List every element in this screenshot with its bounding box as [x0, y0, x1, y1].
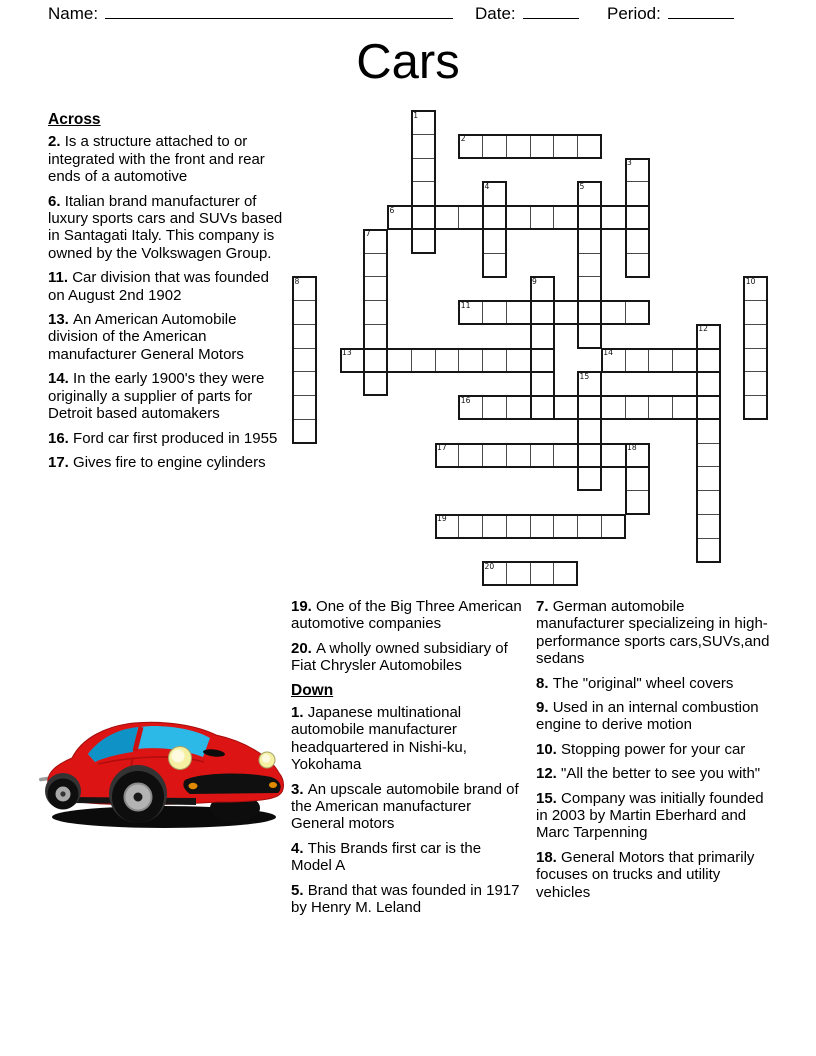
grid-cell[interactable]	[577, 181, 602, 206]
period-label: Period:	[607, 4, 661, 23]
grid-cell-number: 3	[627, 158, 632, 167]
clue-12: 12. "All the better to see you with"	[536, 765, 761, 783]
clue-number-20: 20.	[291, 639, 317, 657]
clue-column-across	[48, 111, 286, 478]
grid-cell[interactable]	[530, 371, 555, 396]
grid-cell[interactable]	[648, 348, 673, 373]
grid-cell[interactable]	[625, 158, 650, 183]
grid-cell[interactable]	[387, 348, 412, 373]
clue-number-13: 13.	[48, 311, 74, 329]
grid-cell[interactable]	[743, 276, 768, 301]
grid-cell[interactable]	[292, 324, 317, 349]
grid-cell-number: 7	[365, 229, 371, 239]
grid-cell-number: 12	[698, 324, 708, 334]
grid-cell[interactable]	[696, 419, 721, 444]
grid-cell[interactable]	[482, 300, 507, 325]
car-illustration	[38, 694, 290, 836]
grid-cell[interactable]	[482, 253, 507, 278]
grid-cell[interactable]	[530, 514, 555, 539]
name-input-line[interactable]	[105, 3, 453, 19]
grid-cell[interactable]	[506, 443, 531, 468]
period-field	[607, 3, 734, 24]
grid-cell[interactable]	[411, 158, 436, 183]
grid-cell[interactable]	[482, 514, 507, 539]
date-input-line[interactable]	[523, 3, 579, 19]
grid-cell[interactable]	[458, 300, 483, 325]
grid-cell[interactable]	[292, 276, 317, 301]
grid-cell[interactable]	[625, 181, 650, 206]
grid-cell-number: 1	[413, 110, 419, 120]
clue-10: 10. Stopping power for your car	[536, 740, 746, 758]
clue-2: 2. Is a structure attached to or integrated with the front and rear ends of a automotive	[48, 133, 265, 186]
grid-cell[interactable]	[482, 134, 507, 159]
grid-cell[interactable]	[625, 205, 650, 230]
grid-cell[interactable]	[458, 514, 483, 539]
clue-7: 7. German automobile manufacturer specializeing in high-performance sports cars,SUVs,and sedans	[536, 598, 770, 668]
grid-cell[interactable]	[553, 443, 578, 468]
grid-cell[interactable]	[411, 181, 436, 206]
grid-cell[interactable]	[530, 395, 555, 420]
grid-cell[interactable]	[482, 229, 507, 254]
grid-cell[interactable]	[292, 395, 317, 420]
grid-cell[interactable]	[435, 514, 460, 539]
grid-cell[interactable]	[530, 300, 555, 325]
grid-cell[interactable]	[696, 490, 721, 515]
clue-number-6: 6.	[48, 192, 65, 210]
car-indicator-right	[269, 782, 277, 788]
grid-cell-number: 15	[579, 371, 590, 381]
grid-cell[interactable]	[625, 300, 650, 325]
grid-cell[interactable]	[625, 348, 650, 373]
grid-cell-number: 18	[627, 443, 637, 452]
grid-cell[interactable]	[292, 300, 317, 325]
grid-cell[interactable]	[743, 395, 768, 420]
grid-cell[interactable]	[601, 205, 626, 230]
name-label: Name:	[48, 4, 99, 23]
grid-cell[interactable]	[577, 419, 602, 444]
grid-cell[interactable]	[625, 253, 650, 278]
grid-cell[interactable]	[363, 300, 388, 325]
grid-cell[interactable]	[506, 348, 531, 373]
grid-cell-number: 14	[603, 348, 613, 357]
grid-cell-number: 10	[745, 276, 756, 286]
grid-cell[interactable]	[625, 443, 650, 468]
grid-cell[interactable]	[601, 348, 626, 373]
car-headlight-right-glare	[262, 754, 270, 762]
grid-cell[interactable]	[411, 110, 436, 135]
grid-cell[interactable]	[577, 395, 602, 420]
grid-cell[interactable]	[506, 514, 531, 539]
grid-cell[interactable]	[553, 134, 578, 159]
grid-cell[interactable]	[363, 229, 388, 254]
grid-cell[interactable]	[458, 395, 483, 420]
clue-number-18: 18.	[536, 848, 562, 866]
grid-cell[interactable]	[292, 348, 317, 373]
grid-cell[interactable]	[672, 395, 697, 420]
grid-cell[interactable]	[696, 466, 721, 491]
grid-cell[interactable]	[743, 371, 768, 396]
grid-cell[interactable]	[530, 205, 555, 230]
clue-number-5: 5.	[291, 881, 308, 899]
grid-cell[interactable]	[625, 229, 650, 254]
grid-cell-number: 6	[389, 205, 395, 215]
grid-cell[interactable]	[577, 300, 602, 325]
grid-cell[interactable]	[363, 371, 388, 396]
grid-cell[interactable]	[363, 324, 388, 349]
grid-cell[interactable]	[577, 443, 602, 468]
grid-cell[interactable]	[696, 395, 721, 420]
grid-cell-number: 13	[342, 348, 352, 357]
grid-cell-number: 20	[484, 561, 495, 571]
clue-number-14: 14.	[48, 370, 74, 388]
clue-14: 14. In the early 1900's they were originally a supplier of parts for Detroit based automakers	[48, 370, 265, 423]
clue-15: 15. Company was initially founded in 2003 by Martin Eberhard and Marc Tarpenning	[536, 789, 764, 842]
grid-cell-number: 11	[460, 300, 471, 310]
clue-number-15: 15.	[536, 789, 562, 807]
grid-cell[interactable]	[553, 514, 578, 539]
grid-cell-number: 9	[532, 276, 537, 286]
clue-1: 1. Japanese multinational automobile manufacturer headquartered in Nishi-ku, Yokohama	[291, 704, 467, 774]
grid-cell[interactable]	[625, 395, 650, 420]
grid-cell[interactable]	[577, 253, 602, 278]
grid-cell-number: 5	[579, 181, 585, 191]
grid-cell[interactable]	[648, 395, 673, 420]
grid-cell[interactable]	[696, 348, 721, 373]
grid-cell[interactable]	[625, 490, 650, 515]
grid-cell[interactable]	[482, 181, 507, 206]
grid-cell[interactable]	[435, 443, 460, 468]
grid-cell[interactable]	[340, 348, 365, 373]
grid-cell[interactable]	[530, 348, 555, 373]
grid-cell[interactable]	[577, 371, 602, 396]
grid-cell[interactable]	[506, 300, 531, 325]
clue-number-19: 19.	[291, 598, 317, 615]
clue-number-1: 1.	[291, 704, 308, 722]
grid-cell[interactable]	[601, 443, 626, 468]
grid-cell[interactable]	[506, 561, 531, 586]
down-heading: Down	[291, 681, 334, 699]
clue-number-17: 17.	[48, 453, 74, 471]
grid-cell[interactable]	[482, 443, 507, 468]
grid-cell[interactable]	[553, 561, 578, 586]
grid-cell[interactable]	[530, 324, 555, 349]
car-grille	[183, 773, 280, 794]
clue-column-middle	[291, 598, 524, 924]
clue-16: 16. Ford car first produced in 1955	[48, 429, 278, 447]
clue-4: 4. This Brands first car is the Model A	[291, 839, 482, 875]
grid-cell[interactable]	[435, 348, 460, 373]
clue-number-11: 11.	[48, 269, 73, 287]
grid-cell[interactable]	[363, 348, 388, 373]
grid-cell[interactable]	[553, 205, 578, 230]
clue-6: 6. Italian brand manufacturer of luxury sports cars and SUVs based in Santagati Italy. This company is owned by the Volkswagen Group.	[48, 192, 283, 262]
clue-number-12: 12.	[536, 765, 562, 783]
clue-19: 19. One of the Big Three American automotive companies	[291, 598, 522, 633]
grid-cell[interactable]	[577, 514, 602, 539]
grid-cell-number: 2	[460, 134, 466, 144]
grid-cell[interactable]	[411, 205, 436, 230]
crossword-grid	[292, 110, 768, 586]
grid-cell[interactable]	[601, 395, 626, 420]
across-heading: Across	[48, 111, 101, 128]
clue-20: 20. A wholly owned subsidiary of Fiat Chrysler Automobiles	[291, 639, 508, 675]
car-indicator-left	[189, 783, 198, 789]
grid-cell[interactable]	[482, 348, 507, 373]
name-field	[48, 3, 453, 24]
grid-cell[interactable]	[506, 205, 531, 230]
clue-number-3: 3.	[291, 780, 308, 798]
grid-cell[interactable]	[530, 134, 555, 159]
clue-13: 13. An American Automobile division of the American manufacturer General Motors	[48, 311, 244, 363]
grid-cell[interactable]	[696, 443, 721, 468]
grid-cell[interactable]	[601, 300, 626, 325]
car-main-hub	[134, 793, 143, 802]
clue-11: 11. Car division that was founded on August 2nd 1902	[48, 269, 269, 304]
grid-cell[interactable]	[387, 205, 412, 230]
grid-cell[interactable]	[743, 300, 768, 325]
date-field	[475, 3, 579, 24]
grid-cell[interactable]	[363, 276, 388, 301]
grid-cell[interactable]	[482, 205, 507, 230]
clue-column-down	[536, 598, 770, 908]
grid-cell-number: 16	[460, 395, 471, 405]
clue-17: 17. Gives fire to engine cylinders	[48, 453, 266, 471]
grid-cell[interactable]	[743, 348, 768, 373]
date-label: Date:	[475, 4, 516, 23]
grid-cell[interactable]	[292, 419, 317, 444]
grid-cell-number: 4	[484, 181, 490, 191]
grid-cell-number: 8	[294, 276, 300, 286]
grid-cell[interactable]	[458, 443, 483, 468]
grid-cell[interactable]	[530, 561, 555, 586]
grid-cell[interactable]	[435, 205, 460, 230]
clue-3: 3. An upscale automobile brand of the American manufacturer General motors	[291, 780, 519, 833]
grid-cell[interactable]	[530, 443, 555, 468]
grid-cell[interactable]	[458, 348, 483, 373]
clue-number-9: 9.	[536, 699, 553, 717]
clue-number-10: 10.	[536, 740, 562, 758]
grid-cell[interactable]	[696, 514, 721, 539]
clue-number-8: 8.	[536, 674, 553, 692]
clue-number-2: 2.	[48, 133, 65, 151]
grid-cell[interactable]	[577, 205, 602, 230]
grid-cell[interactable]	[743, 324, 768, 349]
clue-8: 8. The "original" wheel covers	[536, 674, 734, 692]
grid-cell[interactable]	[506, 395, 531, 420]
grid-cell-number: 17	[437, 443, 447, 452]
car-headlight-left-glare	[172, 750, 185, 763]
grid-cell-number: 19	[437, 514, 447, 524]
grid-cell[interactable]	[625, 466, 650, 491]
grid-cell[interactable]	[577, 134, 602, 159]
clue-number-4: 4.	[291, 839, 308, 857]
clue-9: 9. Used in an internal combustion engine to derive motion	[536, 699, 759, 734]
grid-cell[interactable]	[696, 324, 721, 349]
grid-cell[interactable]	[411, 134, 436, 159]
grid-cell[interactable]	[577, 229, 602, 254]
grid-cell[interactable]	[553, 395, 578, 420]
grid-cell[interactable]	[458, 205, 483, 230]
grid-cell[interactable]	[577, 324, 602, 349]
grid-cell[interactable]	[601, 514, 626, 539]
page-title: Cars	[356, 35, 460, 89]
clue-5: 5. Brand that was founded in 1917 by Henry M. Leland	[291, 881, 520, 917]
clue-number-7: 7.	[536, 598, 553, 615]
clue-number-16: 16.	[48, 429, 74, 447]
grid-cell[interactable]	[530, 276, 555, 301]
grid-cell[interactable]	[577, 276, 602, 301]
grid-cell[interactable]	[411, 348, 436, 373]
grid-cell[interactable]	[672, 348, 697, 373]
period-input-line[interactable]	[668, 3, 734, 19]
car-rear-hub	[60, 791, 65, 796]
grid-cell[interactable]	[506, 134, 531, 159]
grid-cell[interactable]	[363, 253, 388, 278]
grid-cell[interactable]	[553, 300, 578, 325]
grid-cell[interactable]	[482, 395, 507, 420]
grid-cell[interactable]	[411, 229, 436, 254]
grid-cell[interactable]	[292, 371, 317, 396]
grid-cell[interactable]	[458, 134, 483, 159]
grid-cell[interactable]	[696, 371, 721, 396]
grid-cell[interactable]	[482, 561, 507, 586]
clue-18: 18. General Motors that primarily focuses on trucks and utility vehicles	[536, 848, 755, 901]
grid-cell[interactable]	[577, 466, 602, 491]
grid-cell[interactable]	[696, 538, 721, 563]
